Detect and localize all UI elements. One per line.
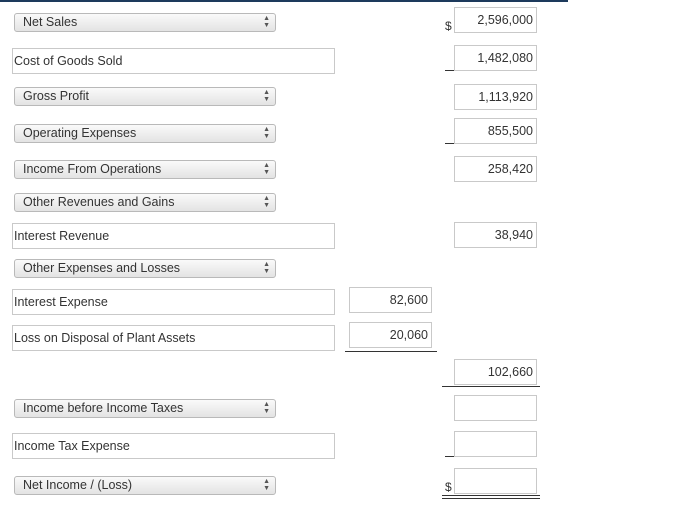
other-expenses-total-input[interactable]: 102,660 — [454, 359, 537, 385]
income-from-operations-label: Income From Operations — [23, 162, 162, 176]
underline — [445, 143, 454, 144]
other-revenues-select[interactable] — [14, 193, 276, 212]
net-sales-amount-input[interactable]: 2,596,000 — [454, 7, 537, 33]
net-sales-select[interactable] — [14, 13, 276, 32]
income-tax-expense-input[interactable]: Income Tax Expense — [12, 433, 335, 459]
net-income-select[interactable] — [14, 476, 276, 495]
underline — [345, 351, 437, 352]
income-before-taxes-select[interactable] — [14, 399, 276, 418]
other-expenses-select[interactable] — [14, 259, 276, 278]
interest-expense-amount-input[interactable]: 82,600 — [349, 287, 432, 313]
select-arrows-icon: ▲ ▼ — [263, 89, 270, 103]
double-underline — [442, 498, 540, 499]
interest-expense-input[interactable]: Interest Expense — [12, 289, 335, 315]
loss-on-disposal-input[interactable]: Loss on Disposal of Plant Assets — [12, 325, 335, 351]
currency-symbol: $ — [445, 480, 452, 494]
income-from-operations-select[interactable] — [14, 160, 276, 179]
select-arrows-icon: ▲ ▼ — [263, 15, 270, 29]
double-underline — [442, 495, 540, 496]
select-arrows-icon: ▲ ▼ — [263, 478, 270, 492]
underline — [445, 456, 454, 457]
select-arrows-icon: ▲ ▼ — [263, 162, 270, 176]
cogs-amount-input[interactable]: 1,482,080 — [454, 45, 537, 71]
net-income-label: Net Income / (Loss) — [23, 478, 133, 492]
gross-profit-label: Gross Profit — [23, 89, 89, 103]
gross-profit-amount-input[interactable]: 1,113,920 — [454, 84, 537, 110]
net-income-amount-input[interactable] — [454, 468, 537, 494]
loss-on-disposal-amount-input[interactable]: 20,060 — [349, 322, 432, 348]
select-arrows-icon: ▲ ▼ — [263, 401, 270, 415]
operating-expenses-select[interactable] — [14, 124, 276, 143]
income-from-operations-amount-input[interactable]: 258,420 — [454, 156, 537, 182]
income-before-taxes-label: Income before Income Taxes — [23, 401, 184, 415]
gross-profit-select[interactable] — [14, 87, 276, 106]
interest-revenue-input[interactable]: Interest Revenue — [12, 223, 335, 249]
interest-revenue-amount-input[interactable]: 38,940 — [454, 222, 537, 248]
cogs-input[interactable]: Cost of Goods Sold — [12, 48, 335, 74]
other-expenses-label: Other Expenses and Losses — [23, 261, 181, 275]
income-before-taxes-amount-input[interactable] — [454, 395, 537, 421]
select-arrows-icon: ▲ ▼ — [263, 261, 270, 275]
operating-expenses-amount-input[interactable]: 855,500 — [454, 118, 537, 144]
currency-symbol: $ — [445, 19, 452, 33]
underline — [445, 70, 454, 71]
select-arrows-icon: ▲ ▼ — [263, 126, 270, 140]
other-revenues-label: Other Revenues and Gains — [23, 195, 175, 209]
income-tax-expense-amount-input[interactable] — [454, 431, 537, 457]
select-arrows-icon: ▲ ▼ — [263, 195, 270, 209]
top-divider — [0, 0, 568, 2]
net-sales-label: Net Sales — [23, 15, 78, 29]
underline — [442, 386, 540, 387]
operating-expenses-label: Operating Expenses — [23, 126, 137, 140]
